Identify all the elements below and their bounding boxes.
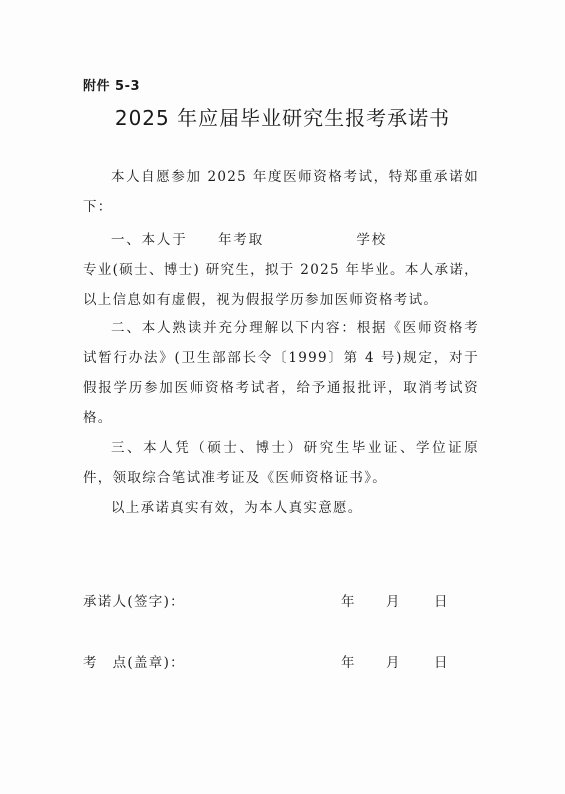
intro-paragraph: 本人自愿参加 2025 年度医师资格考试，特郑重承诺如下： [83,169,479,215]
attachment-label: 附件 5-3 [83,79,141,94]
exam-site-seal-label: 考 点(盖章)： [83,655,185,671]
document-title: 2025 年应届毕业研究生报考承诺书 [114,106,451,130]
item-2-paragraph: 二、本人熟读并充分理解以下内容：根据《医师资格考试暂行办法》(卫生部部长令〔1999〕第 4 号)规定，对于假报学历参加医师资格考试者，给予通报批评，取消考试资格。 [83,320,479,426]
promisor-signature-label: 承诺人(签字)： [83,594,185,610]
item-1-text-b: 年考取 [217,232,264,248]
promisor-month-label: 月 [386,594,401,610]
site-day-label: 日 [434,655,449,671]
site-year-label: 年 [341,655,356,671]
item-1-text-a: 一、本人于 [111,232,188,248]
promisor-day-label: 日 [434,594,449,610]
site-month-label: 月 [386,655,401,671]
item-1-paragraph [83,225,479,315]
closing-paragraph: 以上承诺真实有效，为本人真实意愿。 [111,500,363,516]
promisor-signature-row [83,590,483,616]
item-3-paragraph: 三、本人凭（硕士、博士）研究生毕业证、学位证原件，领取综合笔试准考证及《医师资格证书》。 [83,440,479,486]
item-1-text-c: 学校 [355,232,388,248]
item-1-text-d: 专业(硕士、博士) 研究生，拟于 2025 年毕业。本人承诺，以上信息如有虚假，视为假报学历参加医师资格考试。 [83,262,479,308]
exam-site-seal-row [83,651,483,677]
promisor-year-label: 年 [341,594,356,610]
